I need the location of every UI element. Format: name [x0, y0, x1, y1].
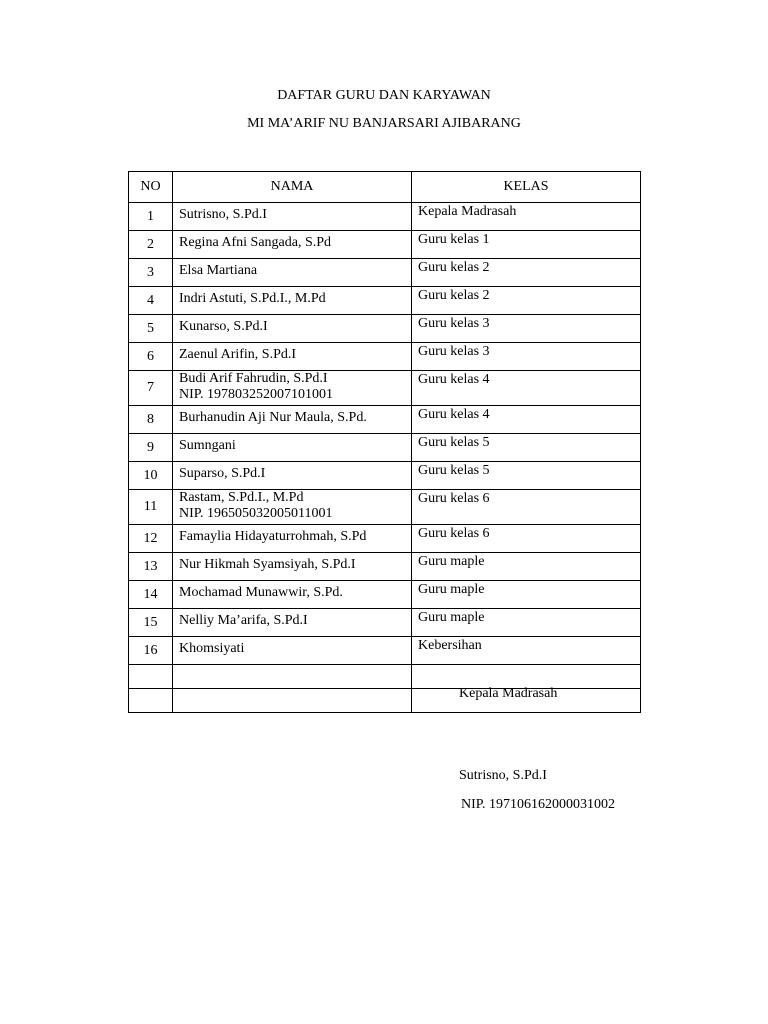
row-nama — [173, 315, 412, 343]
table-row — [129, 371, 641, 406]
row-nama — [173, 231, 412, 259]
row-kelas: Guru kelas 3 — [412, 315, 641, 343]
row-nama-text: Mochamad Munawwir, S.Pd. — [179, 585, 343, 600]
row-kelas: Guru kelas 4 — [412, 371, 641, 406]
row-nama — [173, 343, 412, 371]
row-nama-text: Kunarso, S.Pd.I — [179, 319, 268, 334]
document-subtitle: MI MA’ARIF NU BANJARSARI AJIBARANG — [247, 116, 521, 131]
row-nama — [173, 371, 412, 406]
row-kelas: Kebersihan — [412, 637, 641, 665]
row-nip-text: NIP. 197803252007101001 — [179, 387, 334, 402]
table-row — [129, 581, 641, 609]
empty-cell — [412, 665, 641, 689]
row-no: 15 — [129, 609, 173, 637]
row-nama-text: Famaylia Hidayaturrohmah, S.Pd — [179, 529, 367, 544]
row-no: 3 — [129, 259, 173, 287]
row-no: 12 — [129, 525, 173, 553]
signature-nip: NIP. 197106162000031002 — [461, 797, 616, 812]
empty-cell — [129, 665, 173, 689]
row-no: 2 — [129, 231, 173, 259]
row-no: 6 — [129, 343, 173, 371]
row-no: 16 — [129, 637, 173, 665]
row-no: 10 — [129, 462, 173, 490]
table-row — [129, 315, 641, 343]
row-no: 9 — [129, 434, 173, 462]
row-nama — [173, 609, 412, 637]
row-nama-text: Elsa Martiana — [179, 263, 258, 278]
row-no: 8 — [129, 406, 173, 434]
staff-table — [128, 171, 641, 713]
table-header-row — [129, 172, 641, 203]
table-row — [129, 287, 641, 315]
row-nama-text: Nur Hikmah Syamsiyah, S.Pd.I — [179, 557, 356, 572]
row-nama — [173, 637, 412, 665]
document-title: DAFTAR GURU DAN KARYAWAN — [277, 88, 491, 103]
row-nama-text: Khomsiyati — [179, 641, 245, 656]
row-nama-text: Rastam, S.Pd.I., M.Pd — [179, 490, 304, 505]
row-kelas: Guru maple — [412, 553, 641, 581]
row-kelas: Guru kelas 4 — [412, 406, 641, 434]
row-nama-text: Regina Afni Sangada, S.Pd — [179, 235, 332, 250]
row-nama-text: Budi Arif Fahrudin, S.Pd.I — [179, 371, 328, 386]
row-nama-text: Nelliy Ma’arifa, S.Pd.I — [179, 613, 308, 628]
row-nama — [173, 259, 412, 287]
row-kelas: Guru kelas 1 — [412, 231, 641, 259]
header-nama: NAMA — [173, 172, 412, 203]
table-row — [129, 553, 641, 581]
row-no: 5 — [129, 315, 173, 343]
row-nama-text: Zaenul Arifin, S.Pd.I — [179, 347, 297, 362]
row-kelas: Guru kelas 5 — [412, 462, 641, 490]
row-kelas: Guru kelas 3 — [412, 343, 641, 371]
row-kelas: Guru kelas 2 — [412, 259, 641, 287]
signature-title: Kepala Madrasah — [459, 686, 558, 701]
row-no: 13 — [129, 553, 173, 581]
row-nama — [173, 462, 412, 490]
table-row — [129, 406, 641, 434]
row-nama-text: Indri Astuti, S.Pd.I., M.Pd — [179, 291, 326, 306]
empty-cell — [173, 689, 412, 713]
row-no: 11 — [129, 490, 173, 525]
table-row — [129, 490, 641, 525]
row-nama — [173, 581, 412, 609]
row-nip-text: NIP. 196505032005011001 — [179, 506, 333, 521]
row-kelas: Guru kelas 2 — [412, 287, 641, 315]
header-kelas: KELAS — [412, 172, 641, 203]
table-row — [129, 525, 641, 553]
empty-cell — [173, 665, 412, 689]
row-nama-text: Suparso, S.Pd.I — [179, 466, 266, 481]
row-nama — [173, 287, 412, 315]
table-row-empty — [129, 689, 641, 713]
row-kelas: Guru kelas 6 — [412, 525, 641, 553]
row-kelas: Guru maple — [412, 581, 641, 609]
table-row — [129, 231, 641, 259]
row-no: 7 — [129, 371, 173, 406]
row-kelas: Guru maple — [412, 609, 641, 637]
table-row-empty — [129, 665, 641, 689]
row-kelas: Guru kelas 6 — [412, 490, 641, 525]
table-row — [129, 203, 641, 231]
row-nama-text: Sumngani — [179, 438, 236, 453]
row-nama — [173, 406, 412, 434]
table-row — [129, 462, 641, 490]
row-nama — [173, 203, 412, 231]
row-nama-text: Burhanudin Aji Nur Maula, S.Pd. — [179, 410, 367, 425]
row-nama — [173, 434, 412, 462]
signature-name: Sutrisno, S.Pd.I — [459, 768, 547, 783]
row-kelas: Guru kelas 5 — [412, 434, 641, 462]
row-nama — [173, 553, 412, 581]
table-row — [129, 434, 641, 462]
table-row — [129, 637, 641, 665]
header-no: NO — [129, 172, 173, 203]
row-nama — [173, 490, 412, 525]
table-row — [129, 259, 641, 287]
table-row — [129, 609, 641, 637]
row-kelas: Kepala Madrasah — [412, 203, 641, 231]
row-no: 4 — [129, 287, 173, 315]
row-nama — [173, 525, 412, 553]
row-nama-text: Sutrisno, S.Pd.I — [179, 207, 267, 222]
row-no: 14 — [129, 581, 173, 609]
empty-cell — [129, 689, 173, 713]
row-no: 1 — [129, 203, 173, 231]
table-row — [129, 343, 641, 371]
